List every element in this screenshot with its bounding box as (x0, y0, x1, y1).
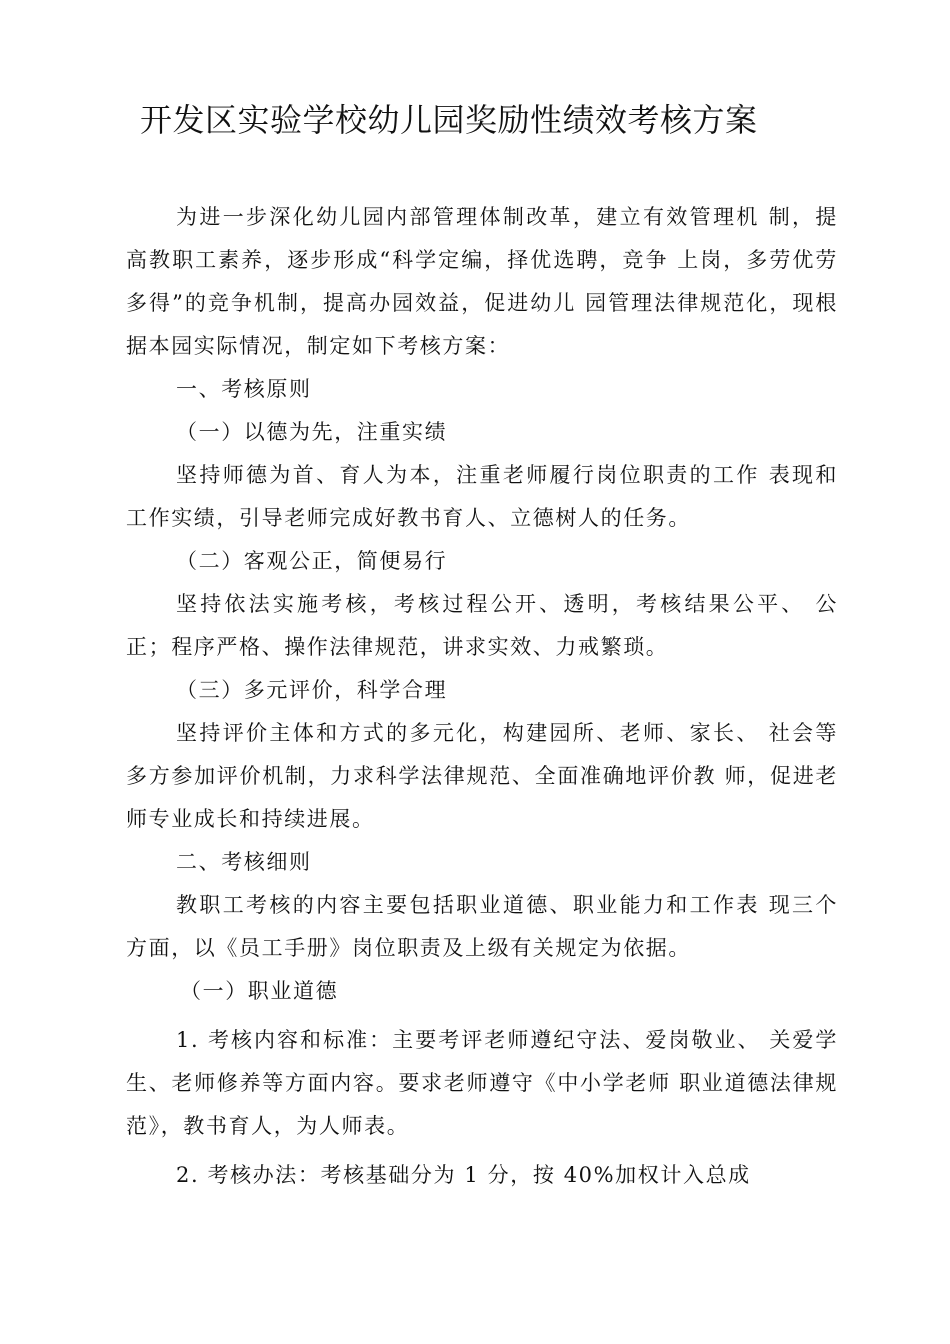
details-intro: 教职工考核的内容主要包括职业道德、职业能力和工作表 现三个方面，以《员工手册》岗位职责及上级有关规定为依据。 (126, 893, 838, 960)
principle-1-heading: （一）以德为先，注重实绩 (176, 420, 448, 444)
document-title: 开发区实验学校幼儿园奖励性绩效考核方案 (140, 101, 758, 139)
section-heading-details: 二、考核细则 (176, 850, 312, 874)
principle-1-text: 坚持师德为首、育人为本，注重老师履行岗位职责的工作 表现和工作实绩，引导老师完成好教书育人、立德树人的任务。 (126, 463, 838, 530)
principle-3-heading: （三）多元评价，科学合理 (176, 678, 448, 702)
ethics-point-2: 2. 考核办法：考核基础分为 1 分，按 40%加权计入总成 (176, 1163, 751, 1187)
intro-paragraph: 为进一步深化幼儿园内部管理体制改革，建立有效管理机 制，提高教职工素养，逐步形成“科学定编，择优选聘，竞争 上岗，多劳优劳多得”的竞争机制，提高办园效益，促进幼儿 园管理法律规范化，现根据本园实际情况，制定如下考核方案： (126, 205, 838, 358)
principle-3-text: 坚持评价主体和方式的多元化，构建园所、老师、家长、 社会等多方参加评价机制，力求科学法律规范、全面准确地评价教 师，促进老师专业成长和持续进展。 (126, 721, 838, 831)
subsection-heading-ethics: （一）职业道德 (180, 979, 339, 1003)
document-body (126, 196, 838, 1197)
ethics-point-1: 1. 考核内容和标准：主要考评老师遵纪守法、爱岗敬业、 关爱学生、老师修养等方面内容。要求老师遵守《中小学老师 职业道德法律规范》，教书育人，为人师表。 (126, 1028, 838, 1138)
section-heading-principles: 一、考核原则 (176, 377, 312, 401)
principle-2-heading: （二）客观公正，简便易行 (176, 549, 448, 573)
principle-2-text: 坚持依法实施考核，考核过程公开、透明，考核结果公平、 公正；程序严格、操作法律规范，讲求实效、力戒繁琐。 (126, 592, 838, 659)
